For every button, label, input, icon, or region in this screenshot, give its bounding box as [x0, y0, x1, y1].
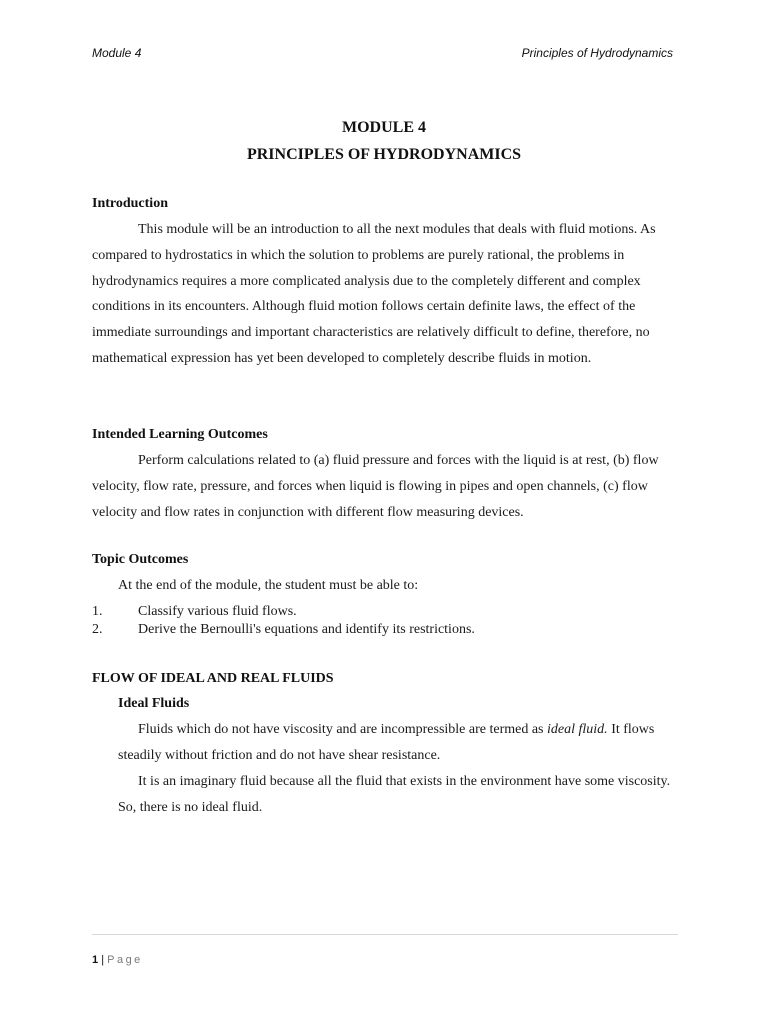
topic-outcome-item: Classify various fluid flows. [138, 604, 297, 619]
page-separator: | [101, 954, 105, 966]
introduction-text: This module will be an introduction to all the next modules that deals with fluid motions. As compared to hydrostatics in which the solution to problems are purely rational, the problems in hydrodynamics requires a more complicated analysis due to the completely different and complex conditions in its encounters. Although fluid motion follows certain definite laws, the effect of the immediate surroundings and important characteristics are relatively difficult to define, therefore, no mathematical expression has yet been developed to completely describe fluids in motion. [92, 222, 656, 366]
introduction-paragraph [92, 217, 682, 372]
ideal-fluids-text-c: It is an imaginary fluid because all the fluid that exists in the environment have some viscosity. So, there is no ideal fluid. [118, 774, 671, 815]
page-label: Page [107, 954, 143, 966]
ilo-paragraph [92, 448, 682, 525]
ideal-fluids-text-a: Fluids which do not have viscosity and are incompressible are termed as [138, 722, 548, 737]
ideal-fluids-text-b: It flows steadily without friction and do not have shear resistance. [118, 722, 655, 763]
topic-outcomes-lead: At the end of the module, the student must be able to: [118, 578, 419, 593]
topic-outcome-item: Derive the Bernoulli's equations and identify its restrictions. [138, 622, 475, 637]
ideal-fluids-paragraph-1 [118, 717, 680, 769]
ideal-fluids-heading: Ideal Fluids [118, 696, 190, 711]
ilo-text: Perform calculations related to (a) fluid pressure and forces with the liquid is at rest, (b) flow velocity, flow rate, pressure, and forces when liquid is flowing in pipes and open channels, (c) flow velocity and flow rates in conjunction with different flow measuring devices. [92, 453, 659, 520]
page-footer [92, 954, 143, 966]
ilo-heading: Intended Learning Outcomes [92, 427, 268, 442]
ideal-fluids-paragraph-2 [118, 769, 680, 821]
flow-section-heading: FLOW OF IDEAL AND REAL FLUIDS [92, 671, 334, 686]
topic-outcome-number: 2. [92, 622, 103, 637]
running-header-right: Principles of Hydrodynamics [521, 46, 673, 60]
module-title: MODULE 4 [342, 119, 426, 136]
module-subtitle: PRINCIPLES OF HYDRODYNAMICS [246, 146, 522, 163]
running-header-left: Module 4 [92, 46, 142, 60]
topic-outcomes-heading: Topic Outcomes [92, 552, 189, 567]
topic-outcome-number: 1. [92, 604, 103, 619]
ideal-fluid-term: ideal fluid. [547, 722, 608, 737]
page-number: 1 [92, 954, 99, 966]
introduction-heading: Introduction [92, 196, 168, 211]
footer-divider [92, 934, 678, 935]
